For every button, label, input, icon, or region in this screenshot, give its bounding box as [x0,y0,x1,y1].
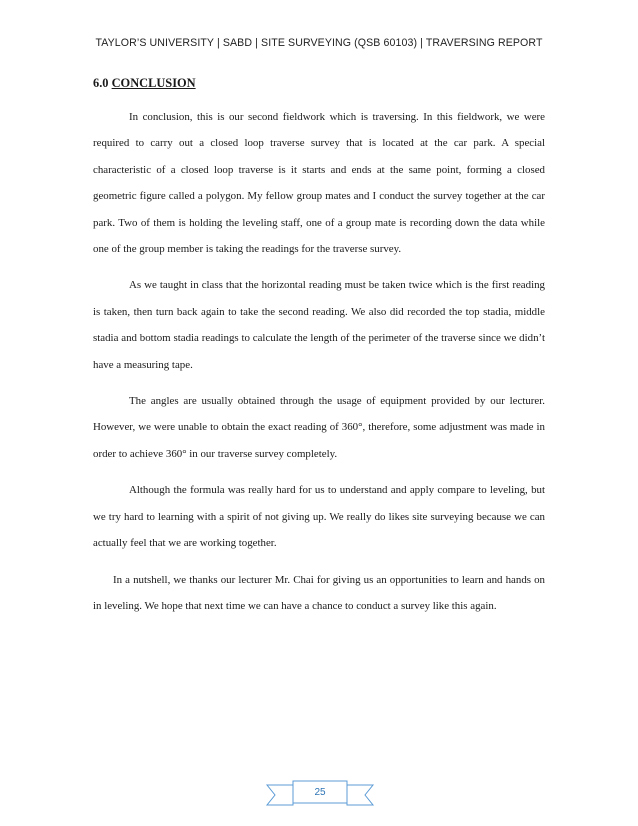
paragraph-nutshell: In a nutshell, we thanks our lecturer Mr. Chai for giving us an opportunities to learn and hands on in leveling. We hope that next time we can have a chance to conduct a survey like this again. [93,573,545,612]
section-title-text: CONCLUSION [111,76,196,90]
section-heading [93,76,196,91]
section-number: 6.0 [93,76,109,90]
page-number: 25 [314,787,326,798]
running-header: TAYLOR’S UNIVERSITY | SABD | SITE SURVEYING (QSB 60103) | TRAVERSING REPORT [95,37,543,49]
paragraph-horizontal-reading: As we taught in class that the horizontal reading must be taken twice which is the first reading is taken, then turn back again to take the second reading. We also did recorded the top stadia, middle stadia and bottom stadia readings to calculate the length of the perimeter of the traverse since we didn’t have a measuring tape. [93,279,545,371]
paragraph-angles: The angles are usually obtained through the usage of equipment provided by our lecturer. However, we were unable to obtain the exact reading of 360°, therefore, some adjustment was made in order to achieve 360° in our traverse survey completely. [93,395,545,460]
body-text [93,104,545,629]
paragraph-formula: Although the formula was really hard for us to understand and apply compare to leveling, but we try hard to learning with a spirit of not giving up. We really do likes site surveying because we can actually feel that we are working together. [93,484,545,550]
paragraph-intro: In conclusion, this is our second fieldwork which is traversing. In this fieldwork, we were required to carry out a closed loop traverse survey that is located at the car park. A special characteristic of a closed loop traverse is it starts and ends at the same point, forming a closed geometric figure called a polygon. My fellow group mates and I conduct the survey together at the car park. Two of them is holding the leveling staff, one of a group mate is recording down the data while one of the group member is taking the readings for the traverse survey. [93,111,545,256]
page-number-ribbon [265,779,375,807]
